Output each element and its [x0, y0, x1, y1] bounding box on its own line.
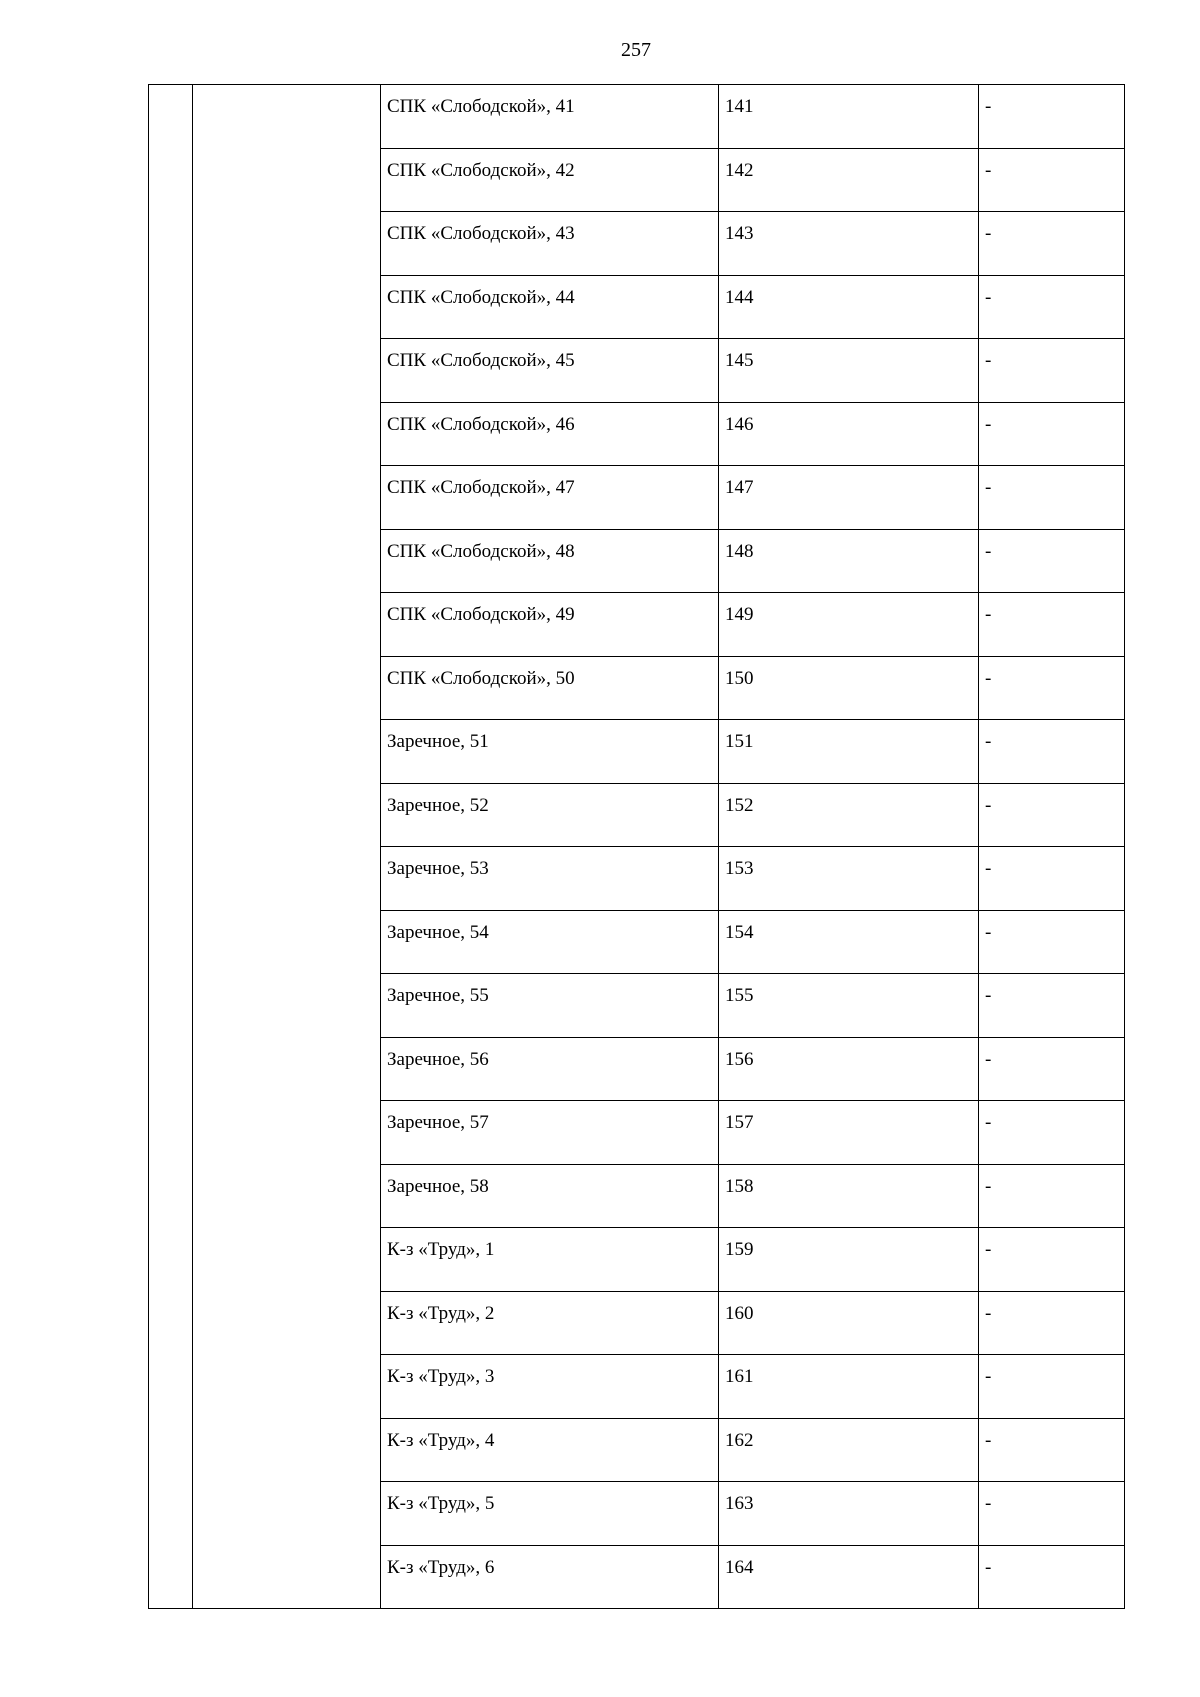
object-name-cell: СПК «Слободской», 43	[381, 212, 719, 276]
note-cell: -	[979, 1355, 1125, 1419]
number-cell: 155	[719, 974, 979, 1038]
document-table	[148, 84, 1125, 1609]
note-cell: -	[979, 720, 1125, 784]
note-cell: -	[979, 1545, 1125, 1609]
number-cell: 146	[719, 402, 979, 466]
number-cell: 164	[719, 1545, 979, 1609]
object-name-cell: К-з «Труд», 3	[381, 1355, 719, 1419]
note-cell: -	[979, 974, 1125, 1038]
note-cell: -	[979, 212, 1125, 276]
object-name-cell: Заречное, 57	[381, 1101, 719, 1165]
note-cell: -	[979, 593, 1125, 657]
object-name-cell: Заречное, 53	[381, 847, 719, 911]
note-cell: -	[979, 1228, 1125, 1292]
object-name-cell: К-з «Труд», 4	[381, 1418, 719, 1482]
object-name-cell: СПК «Слободской», 48	[381, 529, 719, 593]
number-cell: 147	[719, 466, 979, 530]
number-cell: 141	[719, 85, 979, 149]
object-name-cell: СПК «Слободской», 44	[381, 275, 719, 339]
note-cell: -	[979, 656, 1125, 720]
object-name-cell: СПК «Слободской», 45	[381, 339, 719, 403]
object-name-cell: К-з «Труд», 1	[381, 1228, 719, 1292]
number-cell: 160	[719, 1291, 979, 1355]
note-cell: -	[979, 1037, 1125, 1101]
object-name-cell: СПК «Слободской», 42	[381, 148, 719, 212]
object-name-cell: СПК «Слободской», 49	[381, 593, 719, 657]
number-cell: 142	[719, 148, 979, 212]
note-cell: -	[979, 910, 1125, 974]
object-name-cell: Заречное, 58	[381, 1164, 719, 1228]
number-cell: 158	[719, 1164, 979, 1228]
number-cell: 151	[719, 720, 979, 784]
note-cell: -	[979, 847, 1125, 911]
object-name-cell: Заречное, 54	[381, 910, 719, 974]
object-name-cell: Заречное, 55	[381, 974, 719, 1038]
number-cell: 156	[719, 1037, 979, 1101]
note-cell: -	[979, 275, 1125, 339]
note-cell: -	[979, 783, 1125, 847]
object-name-cell: СПК «Слободской», 46	[381, 402, 719, 466]
number-cell: 162	[719, 1418, 979, 1482]
note-cell: -	[979, 529, 1125, 593]
note-cell: -	[979, 1101, 1125, 1165]
number-cell: 163	[719, 1482, 979, 1546]
object-name-cell: Заречное, 51	[381, 720, 719, 784]
object-name-cell: К-з «Труд», 5	[381, 1482, 719, 1546]
note-cell: -	[979, 339, 1125, 403]
number-cell: 145	[719, 339, 979, 403]
object-name-cell: Заречное, 52	[381, 783, 719, 847]
object-name-cell: К-з «Труд», 2	[381, 1291, 719, 1355]
number-cell: 157	[719, 1101, 979, 1165]
note-cell: -	[979, 85, 1125, 149]
table-body	[149, 85, 1125, 1609]
note-cell: -	[979, 1482, 1125, 1546]
note-cell: -	[979, 148, 1125, 212]
note-cell: -	[979, 1164, 1125, 1228]
number-cell: 159	[719, 1228, 979, 1292]
page-number: 257	[621, 39, 651, 61]
number-cell: 161	[719, 1355, 979, 1419]
table-row	[149, 85, 1125, 149]
number-cell: 144	[719, 275, 979, 339]
number-cell: 143	[719, 212, 979, 276]
number-cell: 150	[719, 656, 979, 720]
number-cell: 154	[719, 910, 979, 974]
object-name-cell: СПК «Слободской», 41	[381, 85, 719, 149]
object-name-cell: СПК «Слободской», 47	[381, 466, 719, 530]
note-cell: -	[979, 1418, 1125, 1482]
number-cell: 152	[719, 783, 979, 847]
object-name-cell: Заречное, 56	[381, 1037, 719, 1101]
note-cell: -	[979, 1291, 1125, 1355]
object-name-cell: СПК «Слободской», 50	[381, 656, 719, 720]
note-cell: -	[979, 402, 1125, 466]
number-cell: 153	[719, 847, 979, 911]
number-cell: 148	[719, 529, 979, 593]
merged-empty-cell-col1	[149, 85, 193, 1609]
number-cell: 149	[719, 593, 979, 657]
merged-empty-cell-col2	[193, 85, 381, 1609]
object-name-cell: К-з «Труд», 6	[381, 1545, 719, 1609]
note-cell: -	[979, 466, 1125, 530]
